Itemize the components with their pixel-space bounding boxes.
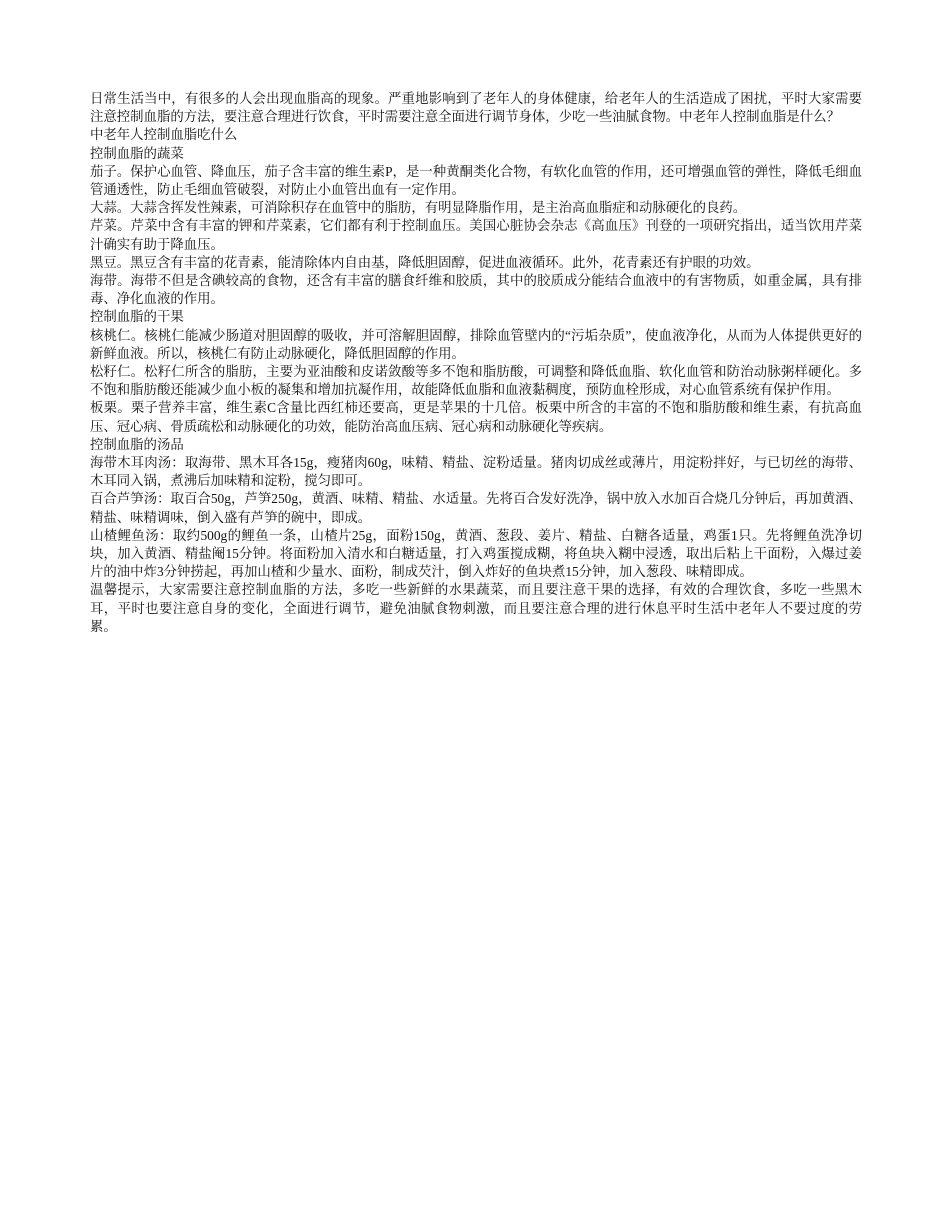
paragraph-garlic: 大蒜。大蒜含挥发性辣素，可消除积存在血管中的脂肪，有明显降脂作用，是主治高血脂症和动脉硬化的良药。 [90, 200, 747, 216]
paragraph-hawthorn-carp-soup: 山楂鲤鱼汤：取约500g的鲤鱼一条，山楂片25g，面粉150g，黄酒、葱段、姜片、精盐、白糖各适量，鸡蛋1只。先将鲤鱼洗净切块，加入黄酒、精盐阉15分钟。将面粉加入清水和白糖适量，打入鸡蛋搅成糊，将鱼块入糊中浸透，取出后粘上干面粉，入爆过姜片的油中炸3分钟捞起，再加山楂和少量水、面粉，制成芡汁，倒入炸好的鱼块煮15分钟，加入葱段、味精即成。 [90, 527, 862, 580]
section-heading-soups: 控制血脂的汤品 [90, 436, 184, 452]
paragraph-walnut: 核桃仁。核桃仁能减少肠道对胆固醇的吸收，并可溶解胆固醇，排除血管壁内的“污垢杂质”，使血液净化，从而为人体提供更好的新鲜血液。所以，核桃仁有防止动脉硬化，降低胆固醇的作用。 [90, 327, 862, 361]
paragraph-eggplant: 茄子。保护心血管、降血压，茄子含丰富的维生素P，是一种黄酮类化合物，有软化血管的作用，还可增强血管的弹性，降低毛细血管通透性，防止毛细血管破裂，对防止小血管出血有一定作用。 [90, 163, 862, 198]
document-body [90, 90, 862, 636]
paragraph-kelp: 海带。海带不但是含碘较高的食物，还含有丰富的膳食纤维和胶质，其中的胶质成分能结合血液中的有害物质，如重金属，具有排毒、净化血液的作用。 [90, 273, 862, 307]
paragraph-kelp-fungus-soup: 海带木耳肉汤：取海带、黑木耳各15g，瘦猪肉60g，味精、精盐、淀粉适量。猪肉切成丝或薄片，用淀粉拌好，与已切丝的海带、木耳同入锅，煮沸后加味精和淀粉，搅匀即可。 [90, 455, 862, 489]
article-heading: 中老年人控制血脂吃什么 [90, 127, 238, 143]
paragraph-celery: 芹菜。芹菜中含有丰富的钾和芹菜素，它们都有利于控制血压。美国心脏协会杂志《高血压》刊登的一项研究指出，适当饮用芹菜汁确实有助于降血压。 [90, 218, 862, 252]
paragraph-chestnut: 板栗。栗子营养丰富，维生素C含量比西红柿还要高，更是苹果的十几倍。板栗中所含的丰富的不饱和脂肪酸和维生素，有抗高血压、冠心病、骨质疏松和动脉硬化的功效，能防治高血压病、冠心病和动脉硬化等疾病。 [90, 400, 862, 434]
paragraph-black-bean: 黑豆。黑豆含有丰富的花青素，能清除体内自由基，降低胆固醇，促进血液循环。此外，花青素还有护眼的功效。 [90, 254, 760, 270]
section-heading-vegetables: 控制血脂的蔬菜 [90, 145, 184, 161]
paragraph-tip: 温馨提示，大家需要注意控制血脂的方法，多吃一些新鲜的水果蔬菜，而且要注意干果的选择，有效的合理饮食，多吃一些黑木耳，平时也要注意自身的变化，全面进行调节，避免油腻食物刺激，而且要注意合理的进行休息平时生活中老年人不要过度的劳累。 [90, 582, 862, 634]
paragraph-pine-nut: 松籽仁。松籽仁所含的脂肪，主要为亚油酸和皮诺敛酸等多不饱和脂肪酸，可调整和降低血脂、软化血管和防治动脉粥样硬化。多不饱和脂肪酸还能减少血小板的凝集和增加抗凝作用，故能降低血脂和血液黏稠度，预防血栓形成，对心血管系统有保护作用。 [90, 364, 862, 398]
paragraph-lily-asparagus-soup: 百合芦笋汤：取百合50g，芦笋250g，黄酒、味精、精盐、水适量。先将百合发好洗净，锅中放入水加百合烧几分钟后，再加黄酒、精盐、味精调味，倒入盛有芦笋的碗中，即成。 [90, 491, 862, 525]
section-heading-nuts: 控制血脂的干果 [90, 309, 184, 325]
intro-paragraph: 日常生活当中，有很多的人会出现血脂高的现象。严重地影响到了老年人的身体健康，给老年人的生活造成了困扰，平时大家需要注意控制血脂的方法，要注意合理进行饮食，平时需要注意全面进行调节身体，少吃一些油腻食物。中老年人控制血脂是什么？ [90, 91, 862, 125]
